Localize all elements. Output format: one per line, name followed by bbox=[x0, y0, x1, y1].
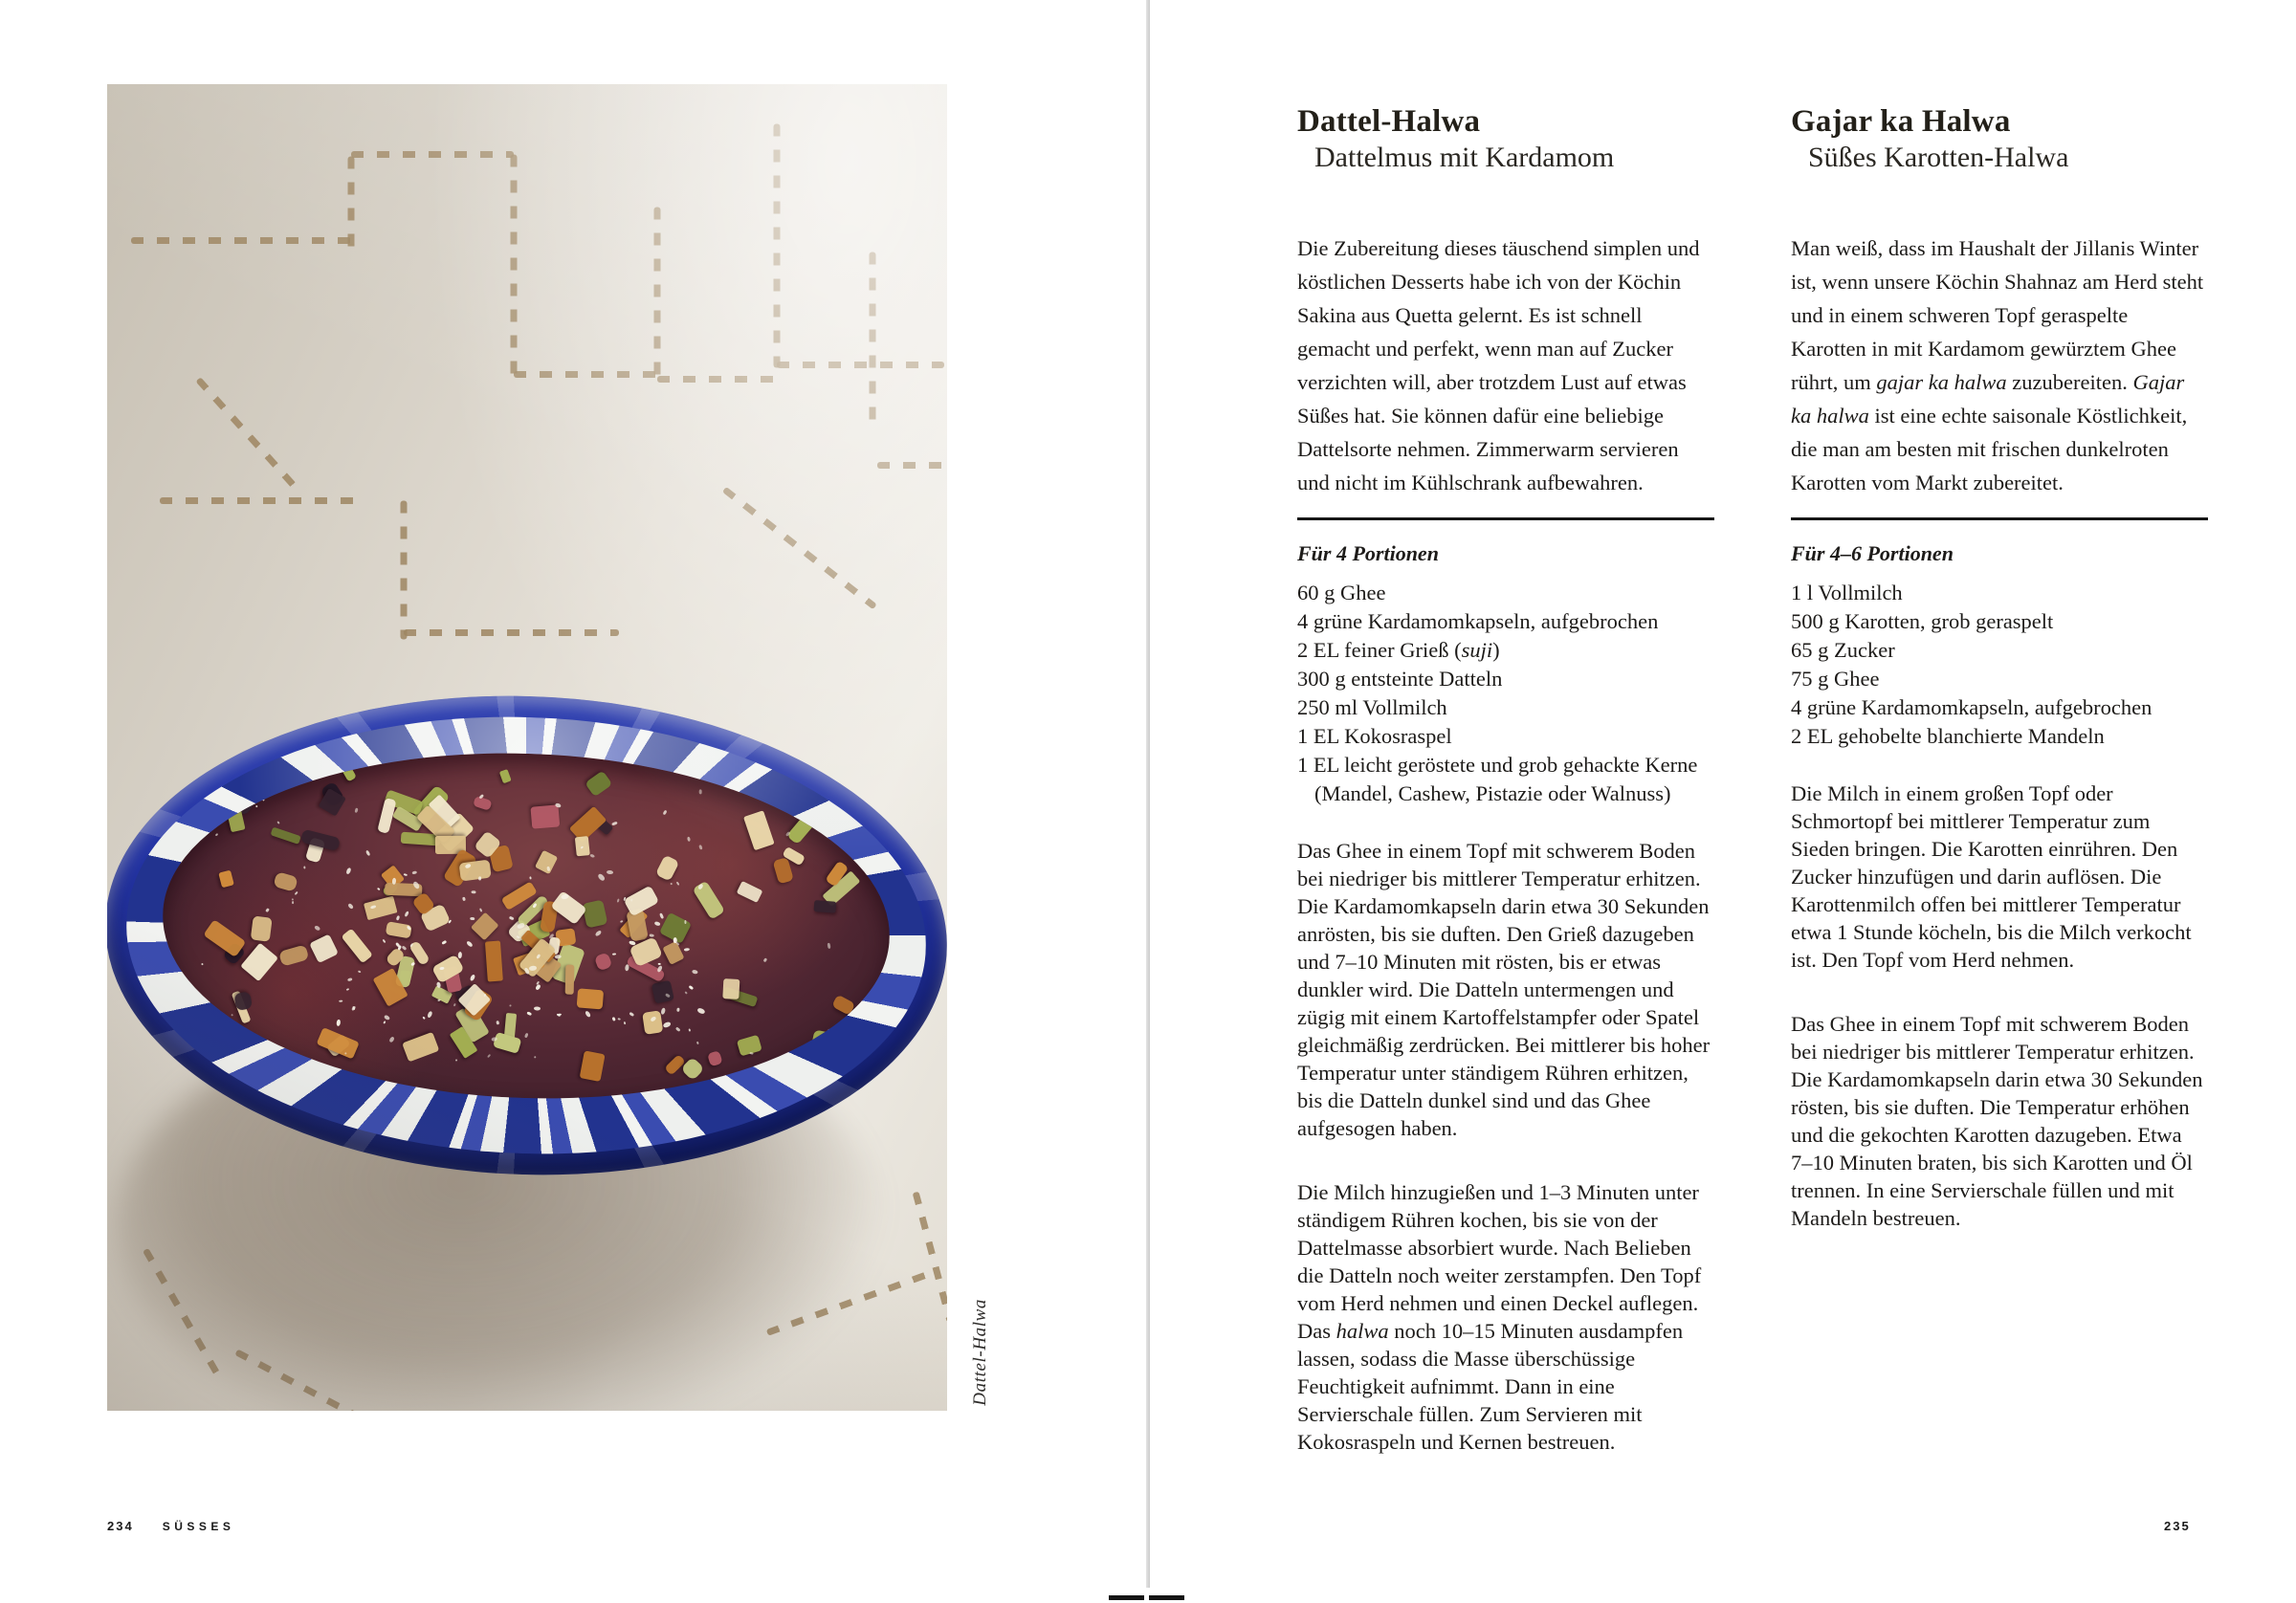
embroidery-stitch bbox=[657, 376, 782, 383]
servings-label: Für 4 Portionen bbox=[1297, 541, 1439, 565]
right-page-footer bbox=[2164, 1519, 2191, 1533]
preparation-paragraph: Das Ghee in einem Topf mit schwerem Boden bei niedriger bis mittlerer Temperatur erhitzen. Die Kardamomkapseln darin etwa 30 Sekunden rösten, bis sie duften. Die Temperatur erhöhen und die gekochten Karotten dazugeben. Etwa 7–10 Minuten braten, bis sich Karotten und Öl trennen. In eine Servierschale füllen und mit Mandeln bestreuen. bbox=[1791, 1012, 2203, 1230]
embroidery-stitch bbox=[654, 208, 661, 384]
nut-piece bbox=[743, 810, 775, 851]
coconut-fleck bbox=[479, 908, 483, 911]
ingredient-line: 1 l Vollmilch bbox=[1791, 581, 1903, 604]
coconut-fleck bbox=[535, 984, 541, 991]
photo-caption: Dattel-Halwa bbox=[970, 1299, 990, 1406]
nut-piece bbox=[471, 911, 498, 939]
coconut-fleck bbox=[453, 1003, 455, 1006]
coconut-fleck bbox=[384, 1014, 390, 1020]
ingredient-line: 2 EL gehobelte blanchierte Mandeln bbox=[1791, 724, 2105, 748]
recipe-column-dattel-halwa bbox=[1297, 103, 1714, 1461]
coconut-fleck bbox=[354, 807, 358, 813]
gutter-mark-left bbox=[1109, 1595, 1144, 1600]
coconut-fleck bbox=[663, 1021, 672, 1028]
coconut-fleck bbox=[470, 917, 475, 921]
coconut-fleck bbox=[364, 849, 370, 856]
nut-piece bbox=[655, 855, 679, 882]
ingredients-list bbox=[1791, 579, 2208, 751]
coconut-fleck bbox=[336, 1020, 341, 1026]
coconut-fleck bbox=[197, 998, 201, 1000]
nut-piece bbox=[364, 896, 398, 920]
nut-piece bbox=[580, 1050, 606, 1081]
coconut-fleck bbox=[470, 974, 476, 982]
coconut-fleck bbox=[524, 1033, 528, 1038]
embroidery-stitch bbox=[913, 1192, 947, 1323]
coconut-fleck bbox=[265, 909, 270, 913]
nut-piece bbox=[273, 870, 298, 891]
embroidery-stitch bbox=[131, 237, 351, 244]
nut-piece bbox=[241, 943, 278, 981]
recipe-intro: Die Zubereitung dieses täuschend simplen und köstlichen Desserts habe ich von der Köchin Sakina aus Quetta gelernt. Es ist schnell gemacht und perfekt, wenn man auf Zucker verzichten will, aber trotzdem Lust auf etwas Süßes hat. Sie können dafür eine beliebige Dattelsorte nehmen. Zimmerwarm servieren und nicht im Kühlschrank aufbewahren. bbox=[1297, 236, 1700, 494]
ingredient-line: 65 g Zucker bbox=[1791, 638, 1895, 662]
coconut-fleck bbox=[339, 999, 342, 1002]
ingredient-line: 1 EL Kokosraspel bbox=[1297, 724, 1452, 748]
coconut-fleck bbox=[462, 896, 466, 901]
ingredient-line: 4 grüne Kardamomkapseln, aufgebrochen bbox=[1297, 609, 1659, 633]
coconut-fleck bbox=[607, 869, 614, 874]
nut-piece bbox=[772, 857, 793, 885]
coconut-fleck bbox=[762, 958, 766, 963]
nut-piece bbox=[251, 916, 273, 942]
coconut-fleck bbox=[791, 1057, 794, 1060]
coconut-fleck bbox=[699, 789, 702, 794]
nut-piece bbox=[530, 804, 560, 828]
gutter-mark-right bbox=[1149, 1595, 1184, 1600]
nut-piece bbox=[664, 1053, 686, 1075]
coconut-fleck bbox=[662, 809, 667, 815]
embroidery-stitch bbox=[351, 151, 514, 158]
embroidery-stitch bbox=[348, 157, 355, 253]
ingredients-list bbox=[1297, 579, 1714, 808]
coconut-fleck bbox=[612, 821, 618, 825]
coconut-fleck bbox=[616, 898, 619, 902]
coconut-fleck bbox=[314, 925, 320, 931]
servings-label: Für 4–6 Portionen bbox=[1791, 541, 1954, 565]
nut-piece bbox=[498, 769, 511, 784]
nut-piece bbox=[402, 1032, 439, 1063]
coconut-fleck bbox=[412, 870, 418, 874]
nut-piece bbox=[706, 1050, 722, 1066]
section-rule bbox=[1297, 517, 1714, 520]
coconut-fleck bbox=[684, 991, 687, 994]
coconut-fleck bbox=[262, 799, 265, 802]
coconut-fleck bbox=[346, 988, 350, 991]
right-page-number: 235 bbox=[2164, 1519, 2191, 1533]
nut-piece bbox=[218, 870, 234, 888]
coconut-fleck bbox=[404, 873, 408, 876]
coconut-fleck bbox=[698, 845, 702, 850]
coconut-fleck bbox=[377, 888, 381, 891]
preparation-paragraph: Das Ghee in einem Topf mit schwerem Boden bei niedriger bis mittlerer Temperatur erhitzen. Die Kardamomkapseln darin etwa 30 Sekunden anrösten, bis sie duften. Den Grieß dazugeben und 7–10 Minuten mit rösten, bis er etwas dunkler wird. Die Datteln untermengen und zügig mit einem Kartoffelstampfer oder Spatel gleichmäßig zerdrücken. Bei mittlerer bis hoher Temperatur unter ständigem Rühren erhitzen, bis die Datteln dunkel sind und das Ghee aufgesogen haben. bbox=[1297, 839, 1711, 1140]
ingredient-line: 250 ml Vollmilch bbox=[1297, 695, 1447, 719]
nut-piece bbox=[594, 952, 612, 971]
embroidery-stitch bbox=[777, 362, 944, 368]
coconut-fleck bbox=[427, 1010, 433, 1018]
coconut-fleck bbox=[675, 881, 679, 885]
coconut-fleck bbox=[423, 1017, 427, 1021]
coconut-fleck bbox=[598, 873, 607, 882]
coconut-fleck bbox=[692, 970, 698, 975]
coconut-fleck bbox=[617, 1018, 621, 1021]
embroidery-stitch bbox=[195, 377, 297, 488]
coconut-fleck bbox=[696, 1007, 705, 1014]
recipe-title: Gajar ka Halwa bbox=[1791, 104, 2011, 139]
nut-piece bbox=[234, 992, 253, 1012]
nut-piece bbox=[229, 776, 255, 802]
recipe-column-gajar-ka-halwa bbox=[1791, 103, 2208, 1461]
nut-piece bbox=[722, 978, 740, 999]
coconut-fleck bbox=[624, 964, 629, 972]
embroidery-stitch bbox=[160, 497, 361, 504]
nut-piece bbox=[651, 980, 674, 1003]
coconut-fleck bbox=[534, 1006, 541, 1010]
nut-piece bbox=[309, 934, 339, 964]
recipe-subtitle: Dattelmus mit Kardamom bbox=[1314, 142, 1615, 173]
coconut-fleck bbox=[295, 891, 298, 895]
coconut-fleck bbox=[612, 953, 616, 955]
coconut-fleck bbox=[383, 1021, 386, 1024]
nut-piece bbox=[642, 1011, 663, 1036]
coconut-fleck bbox=[660, 1007, 666, 1014]
nut-piece bbox=[493, 1032, 521, 1054]
coconut-fleck bbox=[590, 853, 596, 858]
coconut-fleck bbox=[442, 940, 447, 945]
preparation-paragraph: Die Milch in einem großen Topf oder Schmortopf bei mittlerer Temperatur zum Sieden bringen. Die Karotten einrühren. Den Zucker hinzufügen und darin auflösen. Die Karottenmilch offen bei mittlerer Temperatur etwa 1 Stunde köcheln, bis die Milch verkocht ist. Den Topf vom Herd nehmen. bbox=[1791, 781, 2192, 972]
coconut-fleck bbox=[347, 903, 354, 910]
coconut-fleck bbox=[358, 970, 362, 973]
recipe-title: Dattel-Halwa bbox=[1297, 104, 1481, 139]
coconut-fleck bbox=[509, 1004, 512, 1006]
preparation-steps bbox=[1297, 837, 1714, 1456]
coconut-fleck bbox=[534, 1056, 537, 1059]
coconut-fleck bbox=[675, 1027, 680, 1032]
recipe-details bbox=[1791, 517, 2208, 1268]
coconut-fleck bbox=[436, 981, 441, 988]
coconut-fleck bbox=[629, 1012, 633, 1017]
embroidery-stitch bbox=[511, 155, 518, 380]
nut-piece bbox=[585, 771, 613, 798]
coconut-fleck bbox=[689, 984, 695, 990]
coconut-fleck bbox=[749, 1052, 754, 1055]
coconut-fleck bbox=[303, 867, 305, 869]
nut-piece bbox=[278, 944, 309, 966]
coconut-fleck bbox=[650, 933, 654, 936]
coconut-fleck bbox=[620, 920, 624, 923]
nut-piece bbox=[582, 900, 608, 930]
coconut-fleck bbox=[395, 914, 400, 920]
recipe-subtitle: Süßes Karotten-Halwa bbox=[1808, 142, 2069, 173]
coconut-fleck bbox=[255, 804, 258, 807]
coconut-fleck bbox=[677, 1008, 680, 1012]
coconut-fleck bbox=[389, 1037, 395, 1043]
coconut-fleck bbox=[670, 883, 673, 886]
embroidery-stitch bbox=[870, 253, 876, 425]
preparation-paragraph: Die Milch hinzugießen und 1–3 Minuten unter ständigem Rühren kochen, bis sie von der Dattelmasse absorbiert wurde. Nach Belieben die Datteln noch weiter zerstampfen. Den Topf vom Herd nehmen und einen Deckel auflegen. Das halwa noch 10–15 Minuten ausdampfen lassen, sodass die Masse überschüssige Feuchtigkeit aufnimmt. Dann in eine Servierschale füllen. Zum Servieren mit Kokosraspeln und Kernen bestreuen. bbox=[1297, 1180, 1702, 1454]
nut-piece bbox=[459, 859, 492, 881]
nut-piece bbox=[576, 988, 604, 1009]
ingredient-line: 1 EL leicht geröstete und grob gehackte Kerne (Mandel, Cashew, Pistazie oder Walnuss) bbox=[1297, 753, 1698, 805]
nut-piece bbox=[736, 880, 762, 902]
coconut-fleck bbox=[455, 1060, 458, 1062]
chapter-label: SÜSSES bbox=[162, 1520, 235, 1533]
nut-piece bbox=[663, 941, 685, 965]
nut-piece bbox=[270, 826, 300, 845]
coconut-fleck bbox=[696, 1042, 699, 1044]
coconut-fleck bbox=[382, 939, 386, 944]
ingredient-line: 60 g Ghee bbox=[1297, 581, 1386, 604]
coconut-fleck bbox=[437, 999, 441, 1001]
nut-piece bbox=[342, 929, 373, 964]
coconut-fleck bbox=[276, 822, 279, 824]
coconut-fleck bbox=[487, 1053, 491, 1057]
coconut-fleck bbox=[688, 1028, 691, 1031]
coconut-fleck bbox=[201, 963, 204, 966]
coconut-fleck bbox=[292, 901, 294, 904]
left-page-number: 234 bbox=[107, 1519, 134, 1533]
preparation-steps bbox=[1791, 780, 2208, 1232]
coconut-fleck bbox=[404, 911, 408, 916]
coconut-fleck bbox=[509, 916, 514, 920]
nut-piece bbox=[814, 900, 837, 913]
embroidery-stitch bbox=[514, 371, 657, 378]
left-page-footer bbox=[107, 1519, 234, 1533]
section-rule bbox=[1791, 517, 2208, 520]
coconut-fleck bbox=[457, 952, 462, 959]
coconut-fleck bbox=[471, 890, 475, 893]
coconut-fleck bbox=[527, 1011, 532, 1016]
coconut-fleck bbox=[529, 876, 532, 880]
nut-piece bbox=[485, 940, 503, 981]
coconut-fleck bbox=[402, 945, 407, 950]
coconut-fleck bbox=[654, 921, 661, 927]
ingredient-line: 2 EL feiner Grieß (suji) bbox=[1297, 638, 1500, 662]
coconut-fleck bbox=[215, 833, 218, 836]
coconut-fleck bbox=[466, 941, 474, 949]
coconut-fleck bbox=[584, 1010, 591, 1018]
nut-piece bbox=[565, 964, 575, 994]
coconut-fleck bbox=[612, 1017, 616, 1021]
coconut-fleck bbox=[346, 977, 352, 982]
coconut-fleck bbox=[231, 1014, 233, 1017]
ingredient-line: 300 g entsteinte Datteln bbox=[1297, 667, 1503, 691]
coconut-fleck bbox=[828, 943, 831, 949]
nut-piece bbox=[535, 850, 558, 874]
coconut-fleck bbox=[624, 1021, 627, 1024]
embroidery-stitch bbox=[722, 487, 877, 610]
ingredient-line: 75 g Ghee bbox=[1791, 667, 1880, 691]
ingredient-line: 500 g Karotten, grob geraspelt bbox=[1791, 609, 2054, 633]
coconut-fleck bbox=[659, 913, 665, 920]
recipe-details bbox=[1297, 517, 1714, 1492]
coconut-fleck bbox=[497, 1021, 499, 1025]
ingredient-line: 4 grüne Kardamomkapseln, aufgebrochen bbox=[1791, 695, 2152, 719]
embroidery-stitch bbox=[774, 124, 781, 368]
embroidery-stitch bbox=[404, 629, 619, 636]
coconut-fleck bbox=[684, 948, 690, 952]
embroidery-stitch bbox=[401, 501, 408, 640]
coconut-fleck bbox=[594, 930, 602, 937]
coconut-fleck bbox=[687, 837, 691, 843]
food-photo bbox=[107, 84, 947, 1411]
page-gutter-divider bbox=[1146, 0, 1150, 1588]
coconut-fleck bbox=[448, 920, 452, 925]
coconut-fleck bbox=[558, 1013, 562, 1016]
recipe-intro: Man weiß, dass im Haushalt der Jillanis Winter ist, wenn unsere Köchin Shahnaz am Herd steht und in einem schweren Topf geraspelte Karotten in mit Kardamom gewürztem Ghee rührt, um gajar ka halwa zuzubereiten. Gajar ka halwa ist eine echte saisonale Köstlichkeit, die man am besten mit frischen dunkelroten Karotten vom Markt zubereitet. bbox=[1791, 236, 2204, 494]
coconut-fleck bbox=[345, 867, 352, 874]
embroidery-stitch bbox=[877, 462, 947, 469]
nut-piece bbox=[693, 880, 725, 919]
